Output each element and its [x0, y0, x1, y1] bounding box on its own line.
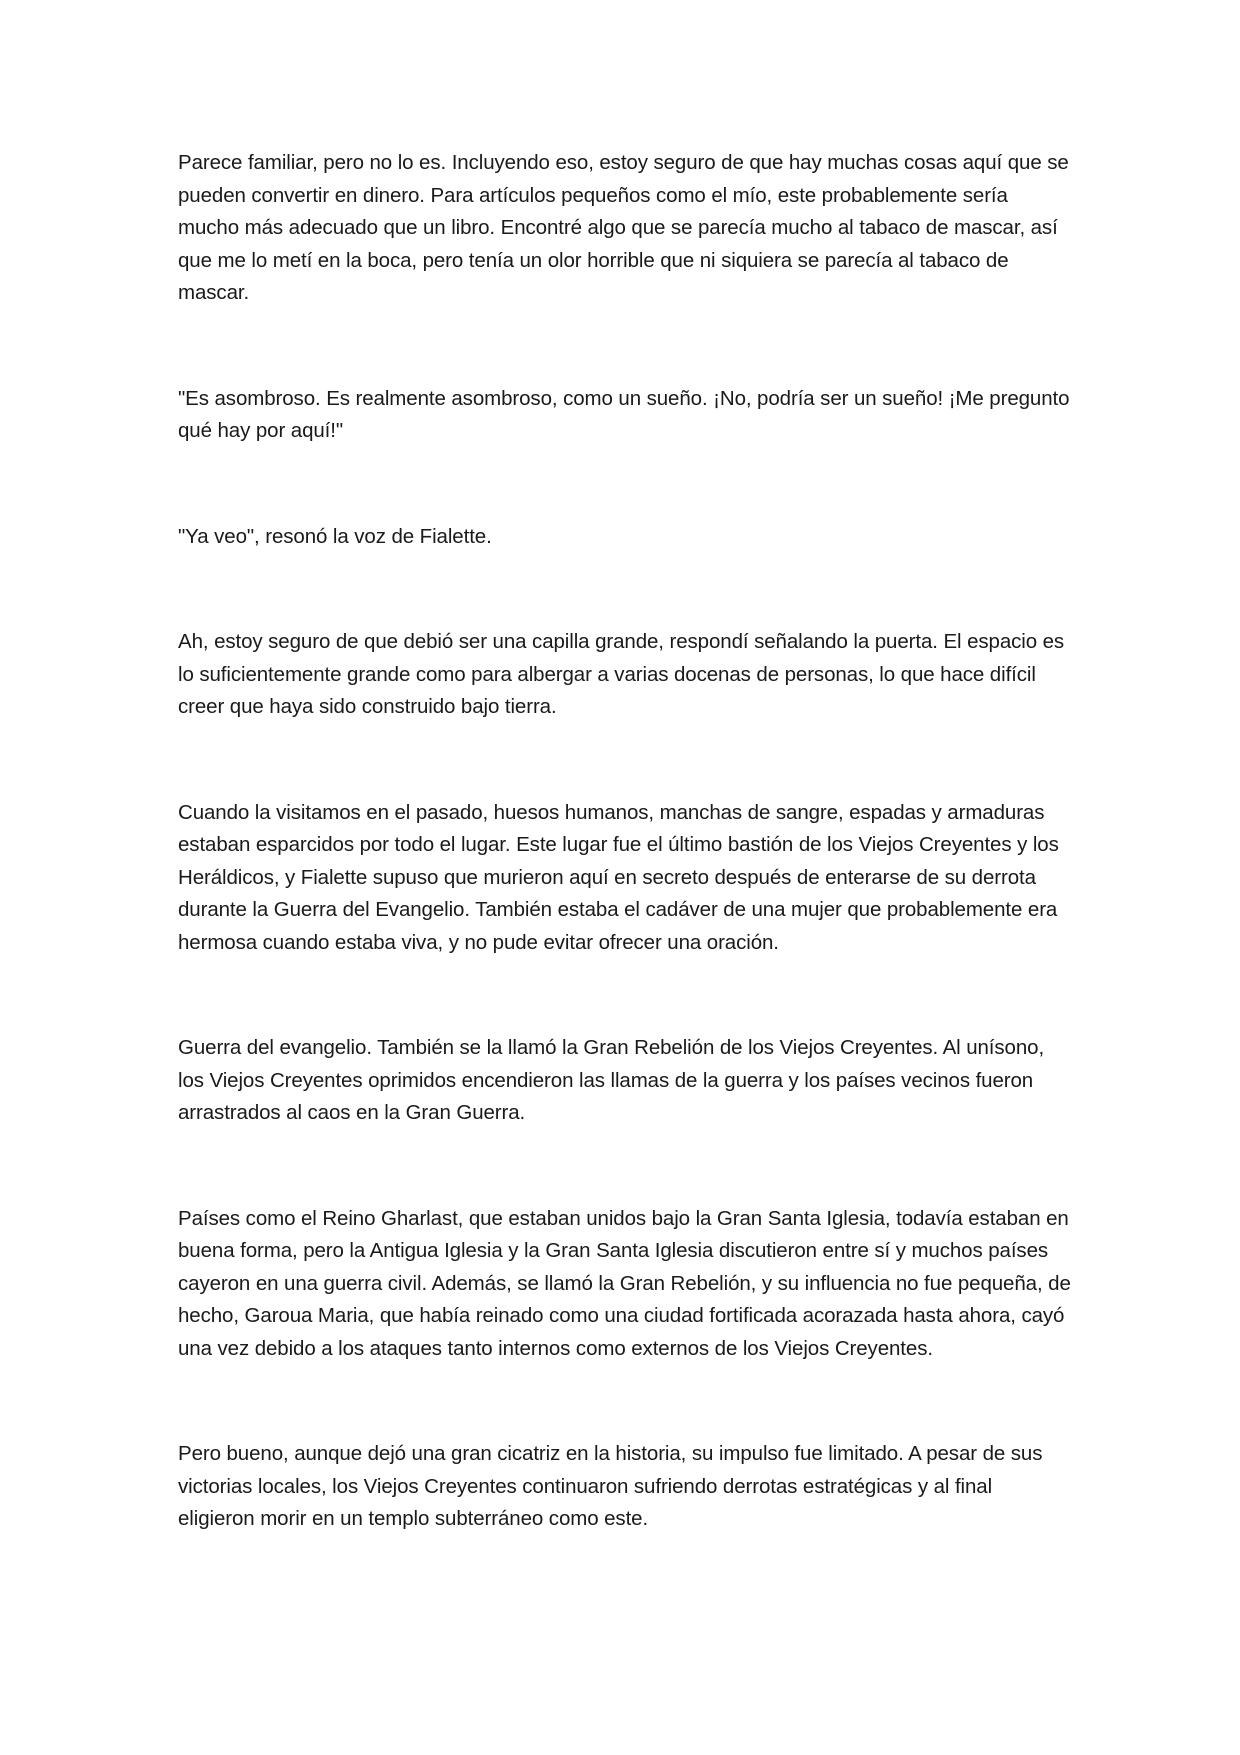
paragraph-5: Cuando la visitamos en el pasado, huesos humanos, manchas de sangre, espadas y armaduras estaban esparcidos por todo el lugar. Este lugar fue el último bastión de los Viejos Creyentes y los Heráldicos, y Fialette supuso que murieron aquí en secreto después de enterarse de su derrota durante la Guerra del Evangelio. También estaba el cadáver de una mujer que probablemente era hermosa cuando estaba viva, y no pude evitar ofrecer una oración. [178, 800, 1059, 954]
paragraph-8: Pero bueno, aunque dejó una gran cicatriz en la historia, su impulso fue limitado. A pesar de sus victorias locales, los Viejos Creyentes continuaron sufriendo derrotas estratégicas y al final eligieron morir en un templo subterráneo como este. [178, 1442, 1043, 1530]
paragraph-6: Guerra del evangelio. También se la llamó la Gran Rebelión de los Viejos Creyentes. Al unísono, los Viejos Creyentes oprimidos encendieron las llamas de la guerra y los países vecinos fueron arrastrados al caos en la Gran Guerra. [178, 1036, 1045, 1124]
paragraph-1: Parece familiar, pero no lo es. Incluyendo eso, estoy seguro de que hay muchas cosas aquí que se pueden convertir en dinero. Para artículos pequeños como el mío, este probablemente sería mucho más adecuado que un libro. Encontré algo que se parecía mucho al tabaco de mascar, así que me lo metí en la boca, pero tenía un olor horrible que ni siquiera se parecía al tabaco de mascar. [178, 151, 1069, 304]
paragraph-7: Países como el Reino Gharlast, que estaban unidos bajo la Gran Santa Iglesia, todavía estaban en buena forma, pero la Antigua Iglesia y la Gran Santa Iglesia discutieron entre sí y muchos países cayeron en una guerra civil. Además, se llamó la Gran Rebelión, y su influencia no fue pequeña, de hecho, Garoua Maria, que había reinado como una ciudad fortificada acorazada hasta ahora, cayó una vez debido a los ataques tanto internos como externos de los Viejos Creyentes. [178, 1206, 1071, 1360]
paragraph-4: Ah, estoy seguro de que debió ser una capilla grande, respondí señalando la puerta. El espacio es lo suficientemente grande como para albergar a varias docenas de personas, lo que hace difícil creer que haya sido construido bajo tierra. [178, 630, 1065, 718]
paragraph-3: "Ya veo", resonó la voz de Fialette. [178, 524, 492, 548]
document-body [178, 147, 1073, 1536]
paragraph-2: "Es asombroso. Es realmente asombroso, como un sueño. ¡No, podría ser un sueño! ¡Me pregunto qué hay por aquí!" [178, 386, 1070, 442]
